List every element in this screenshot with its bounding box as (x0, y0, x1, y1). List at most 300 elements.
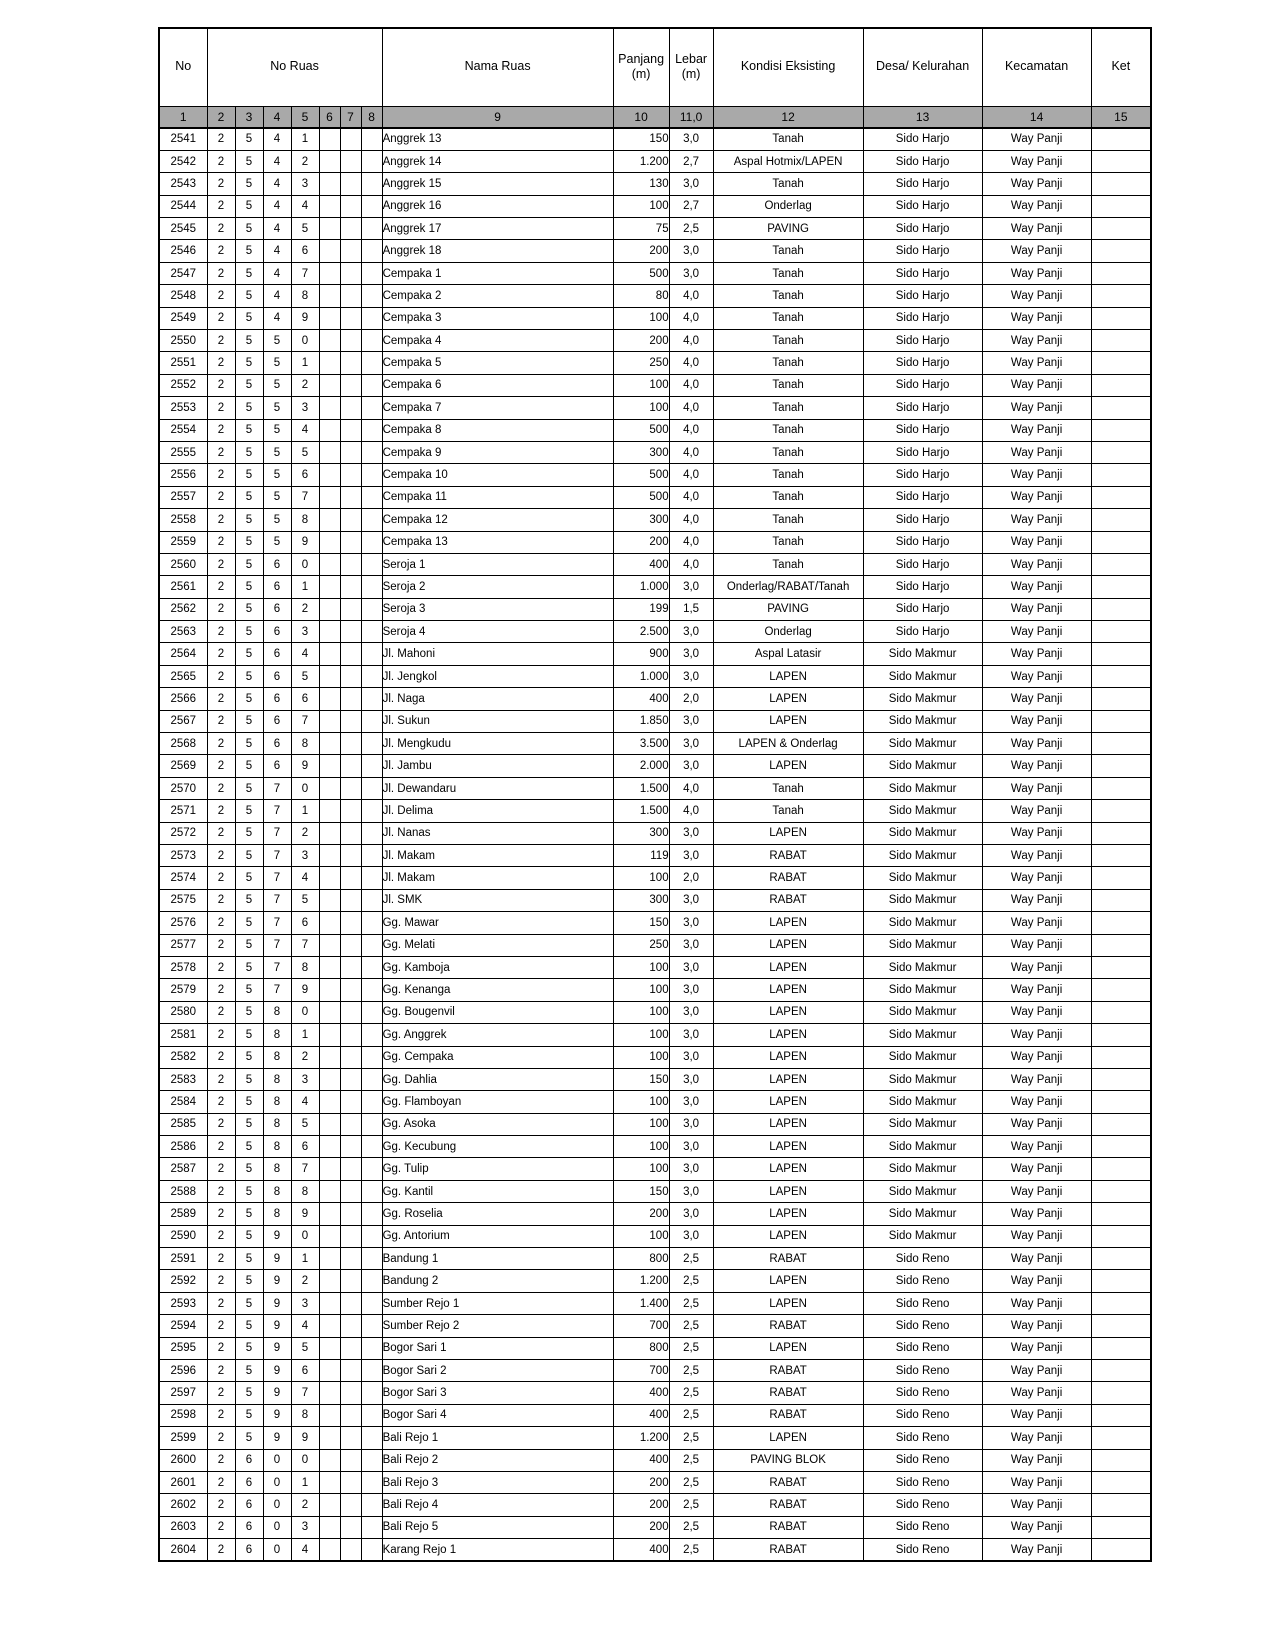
kecamatan-cell: Way Panji (982, 845, 1091, 867)
row-no-cell: 2557 (159, 486, 207, 508)
kondisi-cell: LAPEN (713, 979, 863, 1001)
row-no-cell: 2553 (159, 397, 207, 419)
ruas-digit-empty-cell (340, 1024, 361, 1046)
panjang-cell: 400 (613, 1539, 669, 1561)
ruas-digit-empty-cell (319, 822, 340, 844)
ket-cell (1091, 956, 1151, 978)
ruas-digit-cell: 8 (291, 285, 319, 307)
desa-cell: Sido Makmur (863, 733, 982, 755)
ruas-digit-empty-cell (361, 934, 382, 956)
ruas-digit-empty-cell (361, 845, 382, 867)
ruas-digit-empty-cell (361, 822, 382, 844)
kondisi-cell: LAPEN (713, 1091, 863, 1113)
kondisi-cell: RABAT (713, 1382, 863, 1404)
ruas-digit-empty-cell (340, 531, 361, 553)
ruas-digit-empty-cell (340, 889, 361, 911)
ruas-digit-cell: 5 (235, 800, 263, 822)
kondisi-cell: LAPEN (713, 755, 863, 777)
lebar-cell: 4,0 (669, 777, 713, 799)
ruas-digit-empty-cell (361, 262, 382, 284)
ket-cell (1091, 912, 1151, 934)
row-no-cell: 2579 (159, 979, 207, 1001)
ruas-digit-cell: 2 (207, 1270, 235, 1292)
panjang-cell: 1.200 (613, 1270, 669, 1292)
column-number-cell: 2 (207, 106, 235, 128)
kecamatan-cell: Way Panji (982, 576, 1091, 598)
kondisi-cell: LAPEN (713, 1427, 863, 1449)
header-kondisi-eksisting: Kondisi Eksisting (713, 28, 863, 106)
ruas-digit-cell: 2 (207, 128, 235, 150)
ruas-digit-cell: 2 (207, 621, 235, 643)
ruas-digit-empty-cell (340, 218, 361, 240)
lebar-cell: 3,0 (669, 1001, 713, 1023)
table-row (159, 1292, 1151, 1314)
row-no-cell: 2573 (159, 845, 207, 867)
ket-cell (1091, 777, 1151, 799)
ruas-digit-empty-cell (319, 598, 340, 620)
ruas-digit-empty-cell (340, 598, 361, 620)
nama-ruas-cell: Seroja 1 (382, 553, 613, 575)
ruas-digit-empty-cell (319, 1449, 340, 1471)
panjang-cell: 2.500 (613, 621, 669, 643)
nama-ruas-cell: Cempaka 6 (382, 374, 613, 396)
ruas-digit-empty-cell (340, 1427, 361, 1449)
ket-cell (1091, 755, 1151, 777)
kecamatan-cell: Way Panji (982, 1248, 1091, 1270)
ket-cell (1091, 1001, 1151, 1023)
desa-cell: Sido Makmur (863, 934, 982, 956)
lebar-cell: 4,0 (669, 419, 713, 441)
kecamatan-cell: Way Panji (982, 1024, 1091, 1046)
ruas-digit-empty-cell (340, 1292, 361, 1314)
ket-cell (1091, 1404, 1151, 1426)
ruas-digit-cell: 2 (207, 195, 235, 217)
kecamatan-cell: Way Panji (982, 150, 1091, 172)
ruas-digit-cell: 2 (207, 1225, 235, 1247)
desa-cell: Sido Harjo (863, 374, 982, 396)
ruas-digit-empty-cell (361, 979, 382, 1001)
ruas-digit-empty-cell (361, 553, 382, 575)
kecamatan-cell: Way Panji (982, 1337, 1091, 1359)
row-no-cell: 2568 (159, 733, 207, 755)
lebar-cell: 3,0 (669, 1180, 713, 1202)
lebar-cell: 4,0 (669, 352, 713, 374)
kecamatan-cell: Way Panji (982, 1001, 1091, 1023)
row-no-cell: 2588 (159, 1180, 207, 1202)
row-no-cell: 2590 (159, 1225, 207, 1247)
ruas-digit-cell: 5 (291, 218, 319, 240)
ruas-digit-cell: 5 (263, 464, 291, 486)
ruas-digit-empty-cell (361, 755, 382, 777)
ruas-digit-cell: 2 (291, 374, 319, 396)
ruas-digit-cell: 5 (235, 777, 263, 799)
ruas-digit-cell: 7 (263, 979, 291, 1001)
ruas-digit-cell: 2 (207, 240, 235, 262)
ruas-digit-cell: 9 (263, 1225, 291, 1247)
ruas-digit-empty-cell (361, 150, 382, 172)
ruas-digit-empty-cell (340, 665, 361, 687)
ruas-digit-cell: 5 (235, 553, 263, 575)
ruas-digit-cell: 7 (263, 956, 291, 978)
kondisi-cell: Tanah (713, 419, 863, 441)
ruas-digit-empty-cell (361, 889, 382, 911)
desa-cell: Sido Makmur (863, 710, 982, 732)
ruas-digit-cell: 5 (235, 218, 263, 240)
kecamatan-cell: Way Panji (982, 441, 1091, 463)
ruas-digit-cell: 7 (291, 1158, 319, 1180)
ruas-digit-empty-cell (319, 1024, 340, 1046)
ruas-digit-empty-cell (319, 509, 340, 531)
row-no-cell: 2551 (159, 352, 207, 374)
ket-cell (1091, 1225, 1151, 1247)
ruas-digit-empty-cell (361, 1539, 382, 1561)
nama-ruas-cell: Anggrek 16 (382, 195, 613, 217)
kondisi-cell: Aspal Hotmix/LAPEN (713, 150, 863, 172)
ruas-digit-empty-cell (340, 912, 361, 934)
desa-cell: Sido Harjo (863, 486, 982, 508)
ruas-digit-cell: 4 (291, 1315, 319, 1337)
header-number-row (159, 106, 1151, 128)
ruas-digit-cell: 5 (235, 1359, 263, 1381)
ruas-digit-cell: 6 (263, 553, 291, 575)
ruas-digit-empty-cell (361, 195, 382, 217)
ruas-digit-cell: 5 (235, 912, 263, 934)
panjang-cell: 300 (613, 889, 669, 911)
ruas-digit-cell: 5 (235, 1315, 263, 1337)
ruas-digit-cell: 6 (235, 1539, 263, 1561)
kondisi-cell: RABAT (713, 1404, 863, 1426)
panjang-cell: 100 (613, 979, 669, 1001)
ket-cell (1091, 1359, 1151, 1381)
ruas-digit-empty-cell (319, 285, 340, 307)
panjang-cell: 300 (613, 822, 669, 844)
ruas-digit-empty-cell (340, 150, 361, 172)
ruas-digit-cell: 6 (291, 464, 319, 486)
ruas-digit-cell: 5 (235, 1427, 263, 1449)
kondisi-cell: Onderlag (713, 195, 863, 217)
row-no-cell: 2597 (159, 1382, 207, 1404)
ruas-digit-empty-cell (319, 845, 340, 867)
ruas-digit-empty-cell (361, 688, 382, 710)
ruas-digit-empty-cell (319, 934, 340, 956)
ruas-digit-empty-cell (340, 1471, 361, 1493)
lebar-cell: 3,0 (669, 262, 713, 284)
kondisi-cell: RABAT (713, 889, 863, 911)
ruas-digit-empty-cell (340, 128, 361, 150)
desa-cell: Sido Reno (863, 1292, 982, 1314)
row-no-cell: 2541 (159, 128, 207, 150)
ruas-digit-cell: 5 (235, 464, 263, 486)
ruas-digit-cell: 9 (263, 1315, 291, 1337)
ket-cell (1091, 598, 1151, 620)
ruas-digit-empty-cell (319, 262, 340, 284)
desa-cell: Sido Reno (863, 1315, 982, 1337)
ruas-digit-cell: 3 (291, 397, 319, 419)
ruas-digit-cell: 6 (263, 733, 291, 755)
nama-ruas-cell: Sumber Rejo 1 (382, 1292, 613, 1314)
ket-cell (1091, 1136, 1151, 1158)
ruas-digit-empty-cell (319, 441, 340, 463)
ruas-digit-cell: 5 (235, 1270, 263, 1292)
ruas-digit-empty-cell (340, 867, 361, 889)
ruas-digit-cell: 9 (263, 1427, 291, 1449)
lebar-cell: 4,0 (669, 285, 713, 307)
kecamatan-cell: Way Panji (982, 509, 1091, 531)
ruas-digit-empty-cell (361, 509, 382, 531)
ruas-digit-empty-cell (361, 956, 382, 978)
kecamatan-cell: Way Panji (982, 1203, 1091, 1225)
ruas-digit-cell: 8 (263, 1046, 291, 1068)
row-no-cell: 2581 (159, 1024, 207, 1046)
header-desa-kelurahan: Desa/ Kelurahan (863, 28, 982, 106)
ket-cell (1091, 1382, 1151, 1404)
kondisi-cell: LAPEN (713, 956, 863, 978)
ket-cell (1091, 1091, 1151, 1113)
kecamatan-cell: Way Panji (982, 867, 1091, 889)
desa-cell: Sido Makmur (863, 822, 982, 844)
ket-cell (1091, 1248, 1151, 1270)
kondisi-cell: RABAT (713, 1315, 863, 1337)
ruas-digit-empty-cell (340, 262, 361, 284)
lebar-cell: 3,0 (669, 912, 713, 934)
table-row (159, 1449, 1151, 1471)
table-row (159, 710, 1151, 732)
lebar-cell: 2,5 (669, 1471, 713, 1493)
row-no-cell: 2582 (159, 1046, 207, 1068)
ruas-digit-cell: 7 (291, 710, 319, 732)
ruas-digit-empty-cell (340, 643, 361, 665)
table-row (159, 1427, 1151, 1449)
ruas-digit-cell: 5 (235, 710, 263, 732)
panjang-cell: 100 (613, 1136, 669, 1158)
kecamatan-cell: Way Panji (982, 710, 1091, 732)
row-no-cell: 2584 (159, 1091, 207, 1113)
ruas-digit-empty-cell (319, 1359, 340, 1381)
ruas-digit-cell: 6 (263, 755, 291, 777)
table-row (159, 1046, 1151, 1068)
ruas-digit-empty-cell (361, 218, 382, 240)
ruas-digit-empty-cell (340, 509, 361, 531)
panjang-cell: 150 (613, 128, 669, 150)
ruas-digit-empty-cell (340, 1315, 361, 1337)
ruas-digit-cell: 5 (263, 486, 291, 508)
ruas-digit-empty-cell (361, 576, 382, 598)
kondisi-cell: RABAT (713, 845, 863, 867)
nama-ruas-cell: Bandung 2 (382, 1270, 613, 1292)
nama-ruas-cell: Cempaka 12 (382, 509, 613, 531)
kondisi-cell: LAPEN (713, 1180, 863, 1202)
ruas-digit-cell: 9 (263, 1404, 291, 1426)
ket-cell (1091, 441, 1151, 463)
table-row (159, 173, 1151, 195)
ruas-digit-cell: 2 (207, 1494, 235, 1516)
ruas-digit-empty-cell (361, 1158, 382, 1180)
nama-ruas-cell: Gg. Roselia (382, 1203, 613, 1225)
ruas-digit-cell: 4 (263, 173, 291, 195)
table-row (159, 1001, 1151, 1023)
ruas-digit-cell: 4 (291, 1539, 319, 1561)
ruas-digit-empty-cell (361, 1270, 382, 1292)
ruas-digit-cell: 2 (207, 733, 235, 755)
ruas-digit-cell: 2 (207, 218, 235, 240)
ruas-digit-cell: 5 (235, 822, 263, 844)
ruas-digit-cell: 2 (291, 1270, 319, 1292)
table-row (159, 822, 1151, 844)
lebar-cell: 2,5 (669, 1292, 713, 1314)
ruas-digit-cell: 5 (235, 352, 263, 374)
panjang-cell: 150 (613, 1180, 669, 1202)
ruas-digit-empty-cell (361, 173, 382, 195)
ruas-digit-empty-cell (319, 352, 340, 374)
ruas-digit-empty-cell (319, 307, 340, 329)
ruas-digit-cell: 6 (263, 665, 291, 687)
table-row (159, 486, 1151, 508)
ket-cell (1091, 307, 1151, 329)
ruas-digit-cell: 6 (263, 576, 291, 598)
nama-ruas-cell: Gg. Cempaka (382, 1046, 613, 1068)
ruas-digit-empty-cell (319, 665, 340, 687)
kondisi-cell: Onderlag/RABAT/Tanah (713, 576, 863, 598)
ruas-digit-empty-cell (340, 1337, 361, 1359)
ruas-digit-empty-cell (361, 1471, 382, 1493)
column-number-cell: 4 (263, 106, 291, 128)
kondisi-cell: Tanah (713, 307, 863, 329)
ruas-digit-cell: 2 (207, 330, 235, 352)
ruas-digit-empty-cell (340, 733, 361, 755)
nama-ruas-cell: Seroja 2 (382, 576, 613, 598)
ket-cell (1091, 845, 1151, 867)
lebar-cell: 4,0 (669, 330, 713, 352)
nama-ruas-cell: Gg. Mawar (382, 912, 613, 934)
ruas-digit-cell: 1 (291, 352, 319, 374)
ruas-digit-empty-cell (361, 777, 382, 799)
ruas-digit-cell: 4 (263, 262, 291, 284)
ruas-digit-empty-cell (361, 1024, 382, 1046)
nama-ruas-cell: Bogor Sari 1 (382, 1337, 613, 1359)
row-no-cell: 2562 (159, 598, 207, 620)
kecamatan-cell: Way Panji (982, 374, 1091, 396)
ruas-digit-cell: 2 (207, 979, 235, 1001)
panjang-cell: 1.200 (613, 150, 669, 172)
kecamatan-cell: Way Panji (982, 1292, 1091, 1314)
table-row (159, 285, 1151, 307)
row-no-cell: 2569 (159, 755, 207, 777)
kondisi-cell: Tanah (713, 441, 863, 463)
lebar-cell: 1,5 (669, 598, 713, 620)
panjang-cell: 400 (613, 553, 669, 575)
panjang-cell: 1.850 (613, 710, 669, 732)
kondisi-cell: Tanah (713, 509, 863, 531)
desa-cell: Sido Makmur (863, 956, 982, 978)
ket-cell (1091, 240, 1151, 262)
ruas-digit-cell: 5 (235, 374, 263, 396)
lebar-cell: 2,5 (669, 1270, 713, 1292)
ruas-digit-cell: 4 (263, 218, 291, 240)
ruas-digit-cell: 2 (207, 1068, 235, 1090)
ruas-digit-empty-cell (340, 464, 361, 486)
ruas-digit-cell: 4 (291, 867, 319, 889)
column-number-cell: 6 (319, 106, 340, 128)
ruas-digit-cell: 4 (263, 285, 291, 307)
ruas-digit-cell: 2 (207, 777, 235, 799)
ruas-digit-cell: 7 (263, 912, 291, 934)
ruas-digit-empty-cell (361, 1337, 382, 1359)
desa-cell: Sido Makmur (863, 1113, 982, 1135)
nama-ruas-cell: Jl. SMK (382, 889, 613, 911)
ruas-digit-empty-cell (319, 1136, 340, 1158)
nama-ruas-cell: Anggrek 17 (382, 218, 613, 240)
ruas-digit-empty-cell (361, 1068, 382, 1090)
ruas-digit-cell: 5 (235, 1404, 263, 1426)
kondisi-cell: LAPEN (713, 688, 863, 710)
ruas-digit-cell: 0 (263, 1494, 291, 1516)
ruas-digit-empty-cell (361, 486, 382, 508)
ruas-digit-empty-cell (340, 307, 361, 329)
ket-cell (1091, 710, 1151, 732)
ruas-digit-cell: 2 (207, 441, 235, 463)
kondisi-cell: Tanah (713, 374, 863, 396)
desa-cell: Sido Reno (863, 1382, 982, 1404)
ruas-digit-empty-cell (319, 1539, 340, 1561)
nama-ruas-cell: Gg. Dahlia (382, 1068, 613, 1090)
ruas-digit-empty-cell (340, 441, 361, 463)
ruas-digit-cell: 5 (263, 509, 291, 531)
ruas-digit-empty-cell (361, 1382, 382, 1404)
nama-ruas-cell: Anggrek 14 (382, 150, 613, 172)
desa-cell: Sido Reno (863, 1449, 982, 1471)
table-row (159, 1539, 1151, 1561)
panjang-cell: 80 (613, 285, 669, 307)
ruas-digit-cell: 5 (235, 665, 263, 687)
table-row (159, 733, 1151, 755)
ket-cell (1091, 195, 1151, 217)
table-row (159, 509, 1151, 531)
ruas-digit-cell: 7 (263, 867, 291, 889)
lebar-cell: 2,5 (669, 1382, 713, 1404)
kondisi-cell: PAVING (713, 598, 863, 620)
ruas-digit-empty-cell (340, 1449, 361, 1471)
ruas-digit-empty-cell (340, 173, 361, 195)
kecamatan-cell: Way Panji (982, 330, 1091, 352)
ruas-digit-cell: 2 (207, 553, 235, 575)
row-no-cell: 2593 (159, 1292, 207, 1314)
ruas-digit-empty-cell (340, 800, 361, 822)
ruas-digit-empty-cell (319, 621, 340, 643)
kecamatan-cell: Way Panji (982, 822, 1091, 844)
kondisi-cell: RABAT (713, 1539, 863, 1561)
panjang-cell: 500 (613, 486, 669, 508)
kondisi-cell: LAPEN (713, 1001, 863, 1023)
nama-ruas-cell: Bogor Sari 2 (382, 1359, 613, 1381)
lebar-cell: 2,5 (669, 1404, 713, 1426)
ruas-digit-cell: 0 (291, 777, 319, 799)
lebar-cell: 3,0 (669, 1024, 713, 1046)
ruas-digit-empty-cell (340, 755, 361, 777)
row-no-cell: 2585 (159, 1113, 207, 1135)
ruas-digit-empty-cell (319, 218, 340, 240)
ruas-digit-empty-cell (340, 397, 361, 419)
table-row (159, 889, 1151, 911)
kecamatan-cell: Way Panji (982, 1046, 1091, 1068)
table-row (159, 397, 1151, 419)
header-panjang: Panjang (m) (613, 28, 669, 106)
table-row (159, 867, 1151, 889)
nama-ruas-cell: Gg. Tulip (382, 1158, 613, 1180)
panjang-cell: 900 (613, 643, 669, 665)
kecamatan-cell: Way Panji (982, 262, 1091, 284)
kondisi-cell: LAPEN (713, 1292, 863, 1314)
ruas-digit-empty-cell (361, 1359, 382, 1381)
